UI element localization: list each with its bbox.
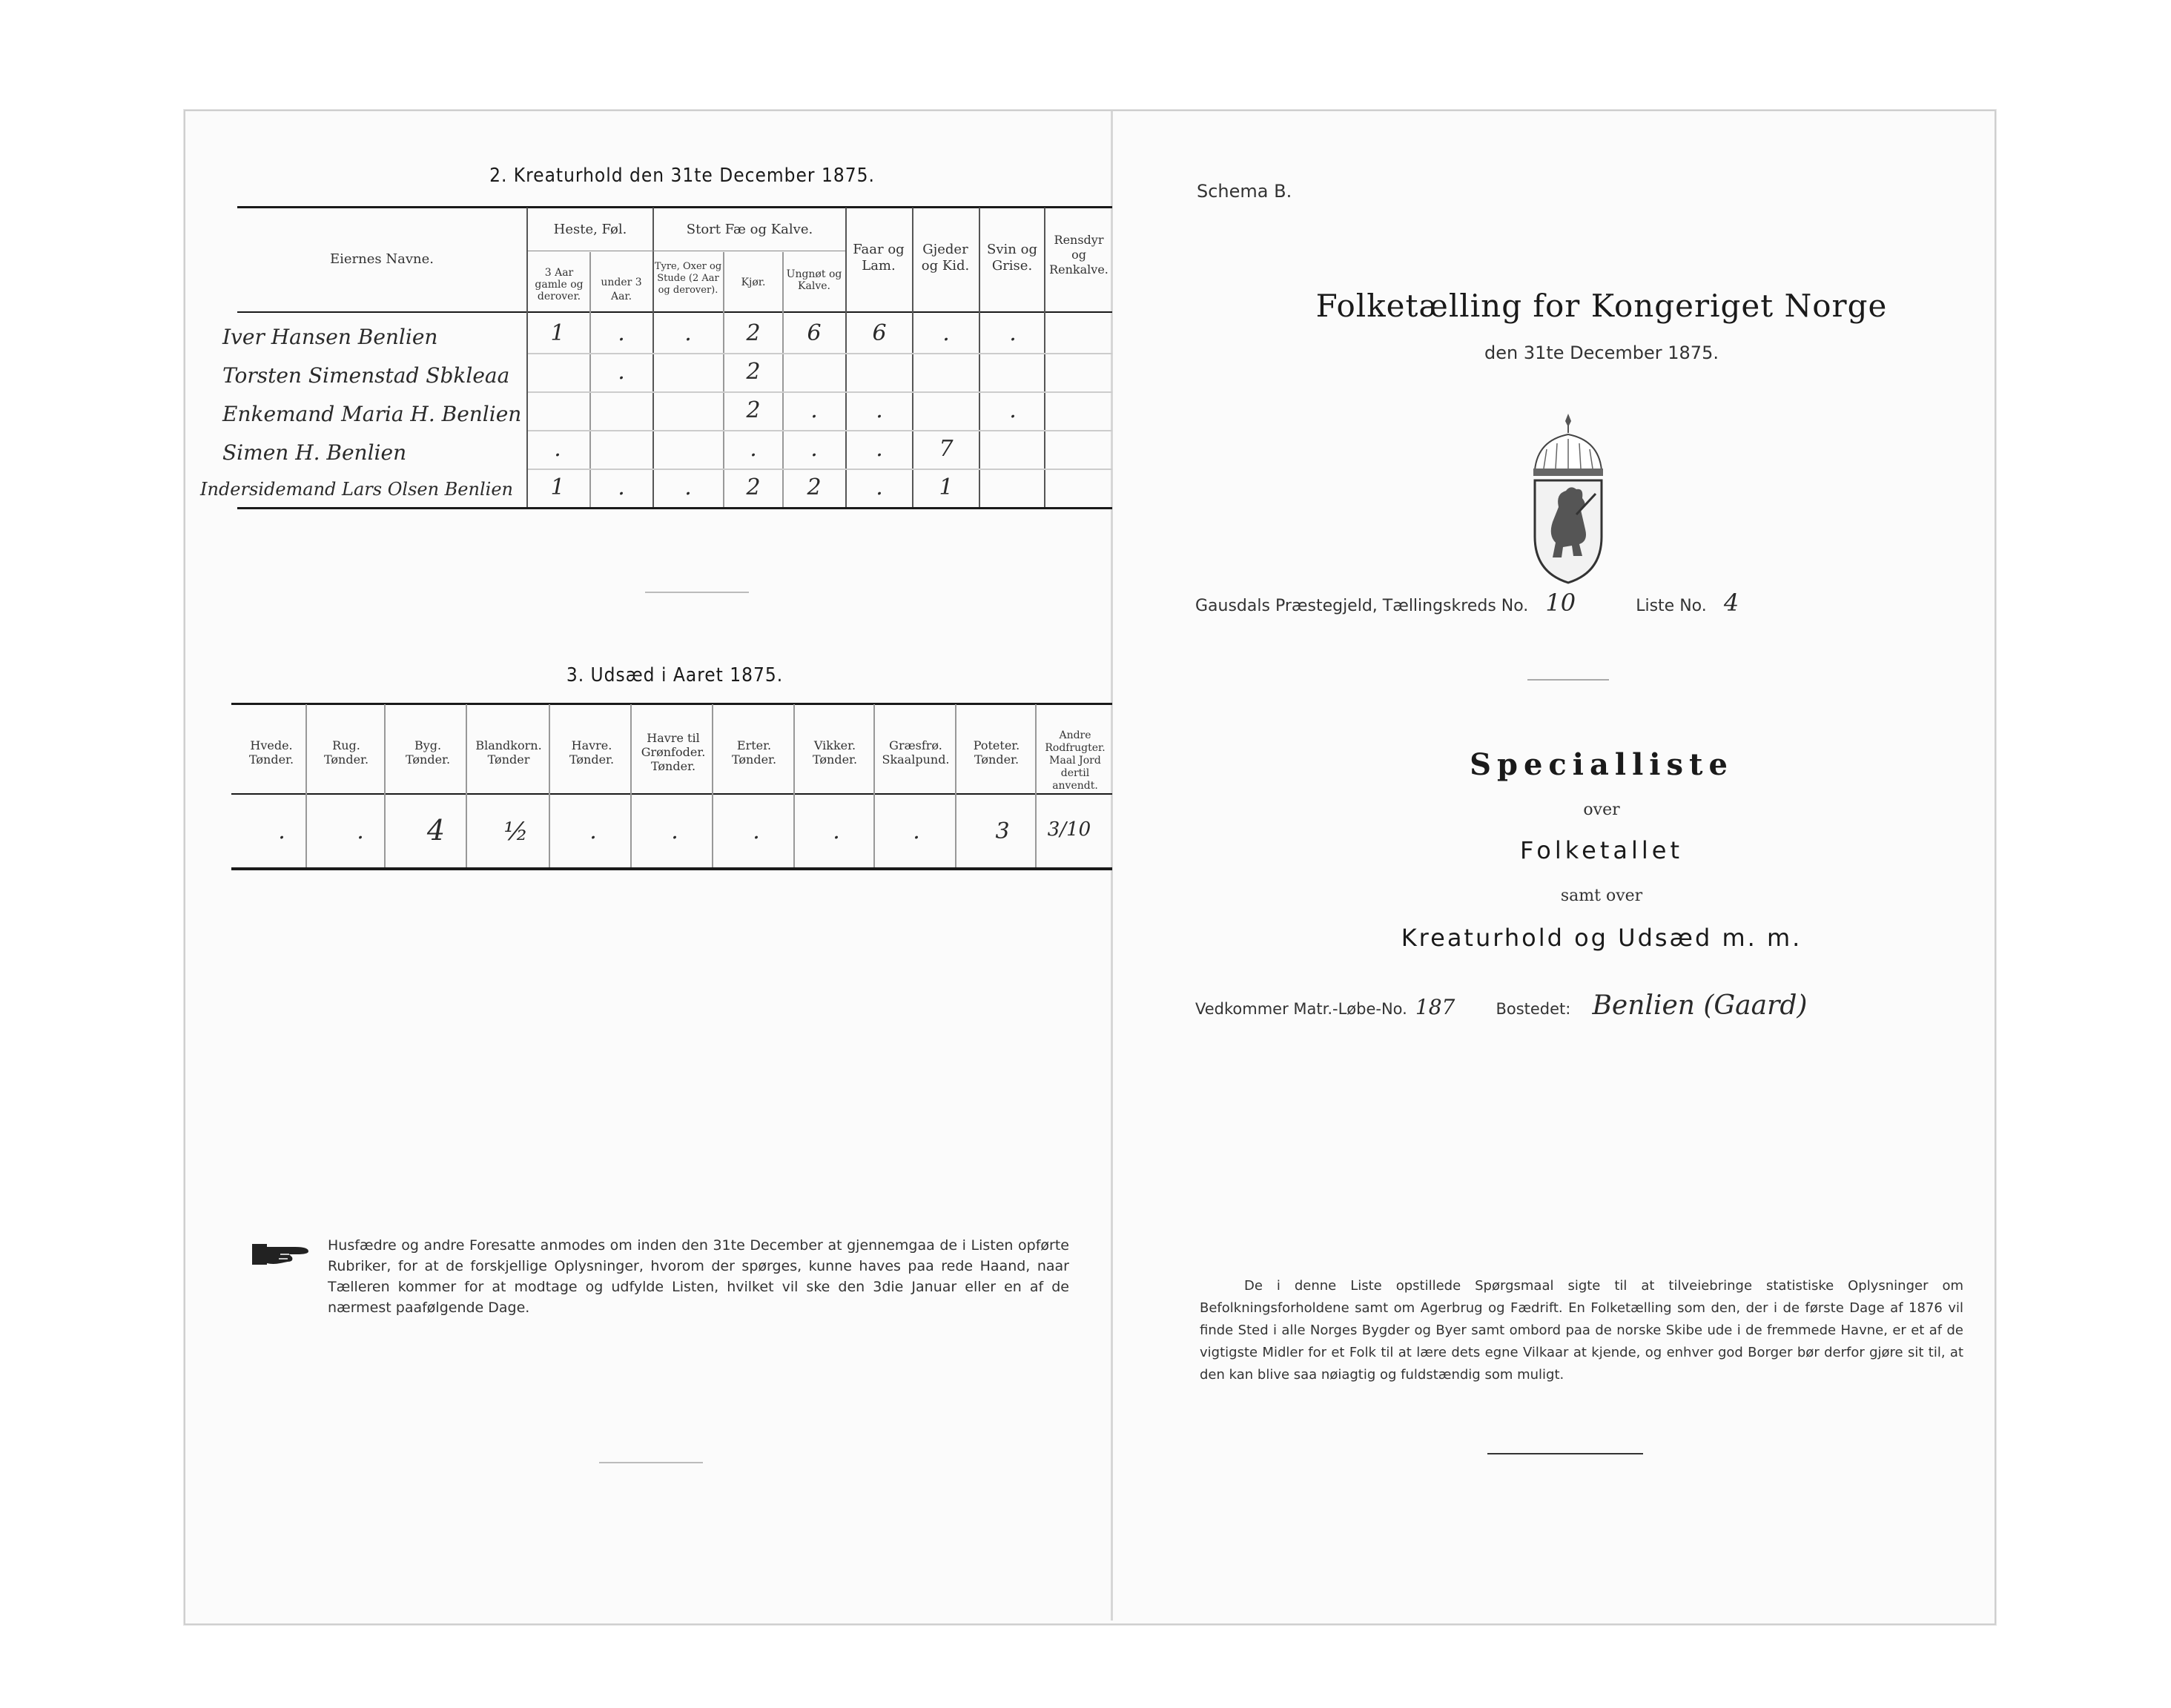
owner-name: Enkemand Maria H. Benlien	[222, 402, 522, 426]
group-heste-header: Heste, Føl.	[553, 222, 627, 237]
divider	[599, 1462, 703, 1463]
sowing-cell: 4	[426, 814, 446, 847]
livestock-cell: .	[876, 436, 883, 462]
sowing-cell: .	[913, 818, 920, 844]
sowing-col-header: Hvede. Tønder.	[248, 738, 294, 767]
col-header: Kjør.	[741, 277, 766, 288]
sowing-col-header: Havre. Tønder.	[569, 738, 615, 767]
livestock-cell: .	[810, 436, 818, 462]
livestock-cell: .	[942, 320, 950, 346]
col-header: Gjeder og Kid.	[921, 242, 970, 274]
sowing-col-header: Andre Rodfrugter. Maal Jord dertil anvendt.	[1045, 729, 1106, 792]
divider	[1487, 1453, 1643, 1454]
livestock-cell: .	[554, 436, 561, 462]
sowing-cell: .	[753, 818, 760, 844]
divider	[1527, 679, 1609, 681]
owner-name: Iver Hansen Benlien	[222, 325, 438, 349]
col-header: Svin og Grise.	[987, 242, 1037, 274]
liste-no: 4	[1723, 589, 1739, 617]
bosted-label: Bostedet:	[1496, 1000, 1571, 1018]
col-header: Tyre, Oxer og Stude (2 Aar og derover).	[654, 261, 722, 296]
parish-label: Gausdals Præstegjeld, Tællingskreds No.	[1195, 597, 1529, 615]
livestock-cell: .	[618, 474, 625, 500]
sowing-col-header: Rug. Tønder.	[323, 738, 369, 767]
col-header: Rensdyr og Renkalve.	[1049, 233, 1108, 277]
col-header: Faar og Lam.	[853, 242, 905, 274]
pointing-hand-icon	[251, 1239, 311, 1269]
col-header: under 3 Aar.	[601, 277, 642, 302]
group-stortfae-header: Stort Fæ og Kalve.	[686, 222, 813, 237]
livestock-cell: .	[810, 397, 818, 423]
livestock-cell: .	[684, 320, 692, 346]
livestock-cell: .	[684, 474, 692, 500]
liste-label: Liste No.	[1636, 597, 1707, 615]
samt-over-label: samt over	[1560, 887, 1643, 905]
folketallet-heading: Folketallet	[1520, 836, 1683, 864]
livestock-cell: .	[876, 397, 883, 423]
sowing-col-header: Poteter. Tønder.	[973, 738, 1020, 767]
bosted-value: Benlien (Gaard)	[1592, 990, 1808, 1021]
sowing-col-header: Græsfrø. Skaalpund.	[882, 738, 950, 767]
sowing-cell: 3	[995, 818, 1010, 844]
section3-title: 3. Udsæd i Aaret 1875.	[566, 664, 784, 686]
parish-line	[1195, 589, 1848, 626]
sowing-cell: .	[671, 818, 678, 844]
sowing-col-header: Blandkorn. Tønder	[475, 738, 542, 767]
livestock-cell: 2	[746, 320, 761, 346]
matr-line	[1195, 990, 1996, 1035]
census-title: Folketælling for Kongeriget Norge	[1315, 288, 1888, 324]
livestock-cell: 6	[872, 320, 887, 346]
sowing-cell: 3/10	[1047, 818, 1091, 841]
specialliste-heading: Specialliste	[1470, 747, 1734, 782]
kreaturhold-heading: Kreaturhold og Udsæd m. m.	[1401, 924, 1802, 952]
sowing-col-header: Vikker. Tønder.	[812, 738, 858, 767]
census-subtitle: den 31te December 1875.	[1484, 342, 1719, 363]
sowing-cell: ½	[503, 817, 529, 847]
coat-of-arms-icon	[1527, 411, 1609, 589]
sowing-cell: .	[833, 818, 840, 844]
livestock-cell: 7	[939, 436, 954, 462]
sowing-cell: .	[278, 818, 285, 844]
col-header: 3 Aar gamle og derover.	[535, 267, 584, 302]
schema-label: Schema B.	[1197, 181, 1292, 202]
owner-name: Simen H. Benlien	[222, 440, 407, 465]
sowing-cell: .	[357, 818, 364, 844]
livestock-cell: .	[618, 320, 625, 346]
livestock-cell: 2	[746, 474, 761, 500]
sowing-cell: .	[589, 818, 597, 844]
livestock-cell: 2	[746, 397, 761, 423]
livestock-cell: .	[750, 436, 757, 462]
col-owner-header: Eiernes Navne.	[330, 251, 434, 267]
livestock-cell: .	[876, 474, 883, 500]
owner-name: Indersidemand Lars Olsen Benlien	[200, 479, 513, 500]
livestock-cell: 2	[807, 474, 822, 500]
livestock-cell: 1	[939, 474, 954, 500]
livestock-cell: 1	[550, 320, 565, 346]
parish-no: 10	[1545, 589, 1576, 617]
col-header: Ungnøt og Kalve.	[786, 268, 842, 292]
livestock-cell: .	[1009, 397, 1017, 423]
section2-title: 2. Kreaturhold den 31te December 1875.	[489, 165, 875, 187]
footer-text: De i denne Liste opstillede Spørgsmaal sigte til at tilveiebringe statistiske Oplysninger om Befolkningsforholdene samt om Agerbrug og Fædrift. En Folketælling som den, der i de første Dage af 1876 vil finde Sted i alle Norges Bygder og Byer samt ombord paa de norske Skibe ude i de fremmede Havne, er et af de vigtigste Midler for et Folk til at lære dets egne Vilkaar at kjende, og enhver god Borger bør derfor gjøre sit til, at den kan blive saa nøiagtig og fuldstændig som muligt.	[1200, 1278, 1963, 1383]
sowing-col-header: Erter. Tønder.	[731, 738, 777, 767]
over-label: over	[1583, 801, 1620, 819]
page-fold	[1111, 111, 1113, 1621]
matr-no: 187	[1415, 995, 1455, 1019]
sowing-col-header: Havre til Grønfoder. Tønder.	[641, 731, 706, 773]
notice-text: Husfædre og andre Foresatte anmodes om inden den 31te December at gjennemgaa de i Listen opførte Rubriker, for at de forskjellige Oplysninger, hvorom der spørges, kunne haves paa rede Haand, naar Tælleren kommer for at modtage og udfylde Listen, hvilket vil ske den 3die Januar eller en af de nærmest paafølgende Dage.	[328, 1237, 1069, 1316]
owner-name: Torsten Simenstad Sbkleaa	[222, 363, 510, 388]
livestock-cell: .	[1009, 320, 1017, 346]
sowing-col-header: Byg. Tønder.	[405, 738, 451, 767]
livestock-cell: 6	[807, 320, 822, 346]
divider	[645, 592, 749, 593]
livestock-cell: 1	[550, 474, 565, 500]
livestock-cell: .	[618, 359, 625, 385]
matr-label: Vedkommer Matr.-Løbe-No.	[1195, 1000, 1407, 1018]
livestock-cell: 2	[746, 359, 761, 385]
